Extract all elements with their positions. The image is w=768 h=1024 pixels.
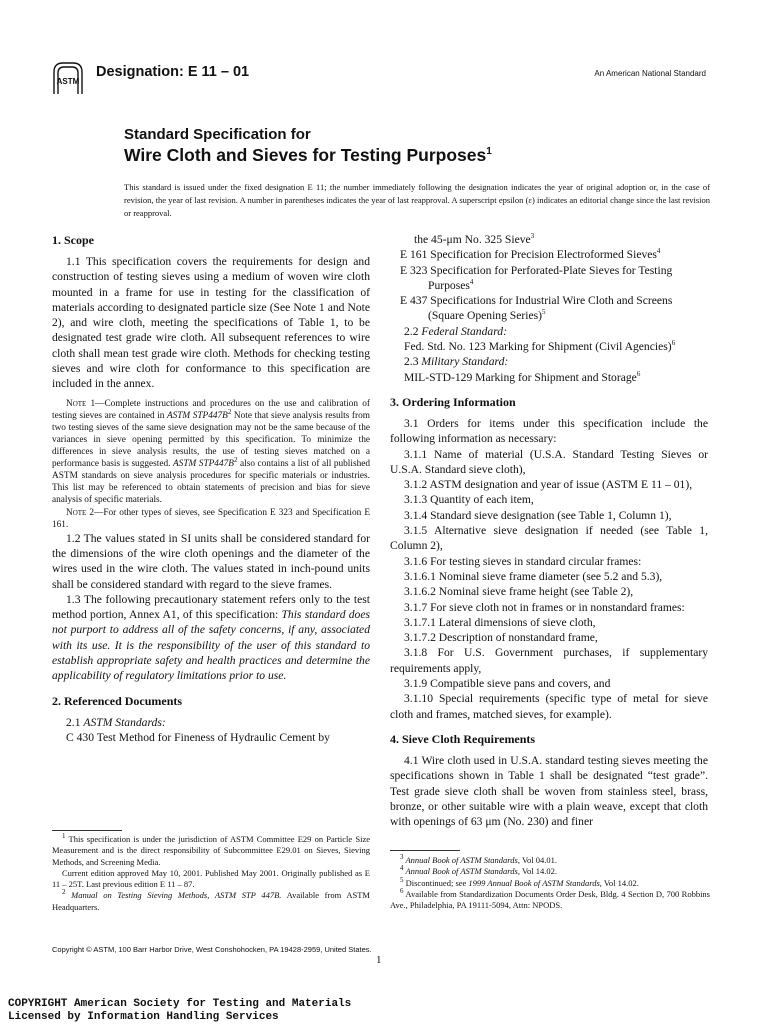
paragraph-3-1-10: 3.1.10 Special requirements (specific type of metal for sieve cloth and frames, matched sieves, for example). [390,692,708,721]
paragraph-1-2: 1.2 The values stated in SI units shall be considered standard for the dimensions of the wire cloth openings and the diameter of the wires used in the wire cloth. The values stated in inch-pound units shall be considered standard with regard to the sieve frames. [52,531,370,591]
footnote-3-number: 3 [400,853,404,862]
left-column [52,232,370,745]
paragraph-2-2-number: 2.2 [404,324,422,338]
section-heading-ordering: 3. Ordering Information [390,394,516,409]
document-title [124,125,684,166]
paragraph-3-1-7-2: 3.1.7.2 Description of nonstandard frame, [404,631,598,645]
note-1-text-a: —Complete instructions and procedures on the use and calibration of testing sieves are contained in [52,398,370,421]
military-standard-sup: 6 [636,369,641,378]
note-1-text-c: also contains a list of all published ASTM standards on sieve analysis procedures for specific materials or industries. This list may be referenced to obtain statements of precision and bias for sieve analysis of specific materials. [52,459,370,506]
footnote-2-text: Available from ASTM Headquarters. [52,890,370,912]
paragraph-1-3 [52,592,370,684]
note-1-italic-1: ASTM STP447B [166,410,228,421]
paragraph-3-1-1: 3.1.1 Name of material (U.S.A. Standard Testing Sieves or U.S.A. Standard sieve cloth), [390,447,708,476]
footnote-rule-left [52,830,122,831]
footnote-6 [390,889,710,912]
reference-c430-cont-text: the 45-μm No. 325 Sieve [414,233,531,246]
footnote-5-number: 5 [400,875,404,884]
footnote-2-title: Manual on Testing Sieving Methods, ASTM STP 447B. [65,890,282,901]
paragraph-2-3 [390,354,708,369]
title-line-1: Standard Specification for [124,126,311,143]
paragraph-3-1-4: 3.1.4 Standard sieve designation (see Table 1, Column 1), [404,508,672,522]
logo-lettering: ASTM [56,77,80,86]
reference-e437-text: E 437 Specifications for Industrial Wire Cloth and Screens (Square Opening Series) [400,294,673,323]
footnotes-left [52,834,370,913]
paragraph-3-1-8: 3.1.8 For U.S. Government purchases, if supplementary requirements apply, [390,646,708,675]
paragraph-1-3-text: 1.3 The following precautionary statement refers only to the test method portion, Annex A1, of this specification: [52,592,370,622]
paragraph-3-1-7: 3.1.7 For sieve cloth not in frames or in nonstandard frames: [404,600,685,614]
note-1 [52,398,370,507]
page-number: 1 [376,954,382,966]
paragraph-2-1-label: ASTM Standards: [83,715,166,729]
paragraph-3-1-6-2: 3.1.6.2 Nominal sieve frame height (see Table 2), [404,585,634,599]
footnote-rule-right [390,850,460,851]
section-heading-scope: 1. Scope [52,233,94,247]
footnote-5-title: 1999 Annual Book of ASTM Standards [468,877,600,888]
footnote-1-text: This specification is under the jurisdiction of ASTM Committee E29 on Particle Size Measurement and is the direct responsibility of Subcommittee E29.01 on Sieves, Sieving Methods, and Screening Media. [52,834,370,867]
footnote-4-volume: , Vol 14.02. [517,866,558,877]
designation: Designation: E 11 – 01 [96,64,250,80]
title-footnote-ref: 1 [486,146,492,158]
reference-c430-continued [390,232,708,247]
section-heading-sieve-cloth: 4. Sieve Cloth Requirements [390,731,536,746]
reference-e323 [390,263,708,294]
note-1-sup-2: 2 [233,456,238,465]
note-1-label: Note 1 [66,398,96,409]
paragraph-2-3-label: Military Standard: [421,355,509,369]
paragraph-3-1-6: 3.1.6 For testing sieves in standard circular frames: [404,554,642,568]
footnote-1-number: 1 [62,832,66,841]
footnotes-right [390,855,710,911]
footnote-1 [52,834,370,868]
paragraph-3-1-5: 3.1.5 Alternative sieve designation if needed (see Table 1, Column 2), [390,524,708,553]
reference-e323-sup: 4 [469,278,474,287]
paragraph-4-1: 4.1 Wire cloth used in U.S.A. standard testing sieves meeting the specifications shown in Table 1 shall be designated “test grade”. Test grade sieve cloth shall be woven from stainless steel, brass, bronze, or other suitable wire with a plain weave, except that cloth with openings of 63 μm (No. 230) and finer [390,753,708,829]
footnote-3-title: Annual Book of ASTM Standards [403,855,518,865]
footnote-4 [390,866,710,877]
copyright-line: Copyright © ASTM, 100 Barr Harbor Drive, West Conshohocken, PA 19428-2959, United States. [52,945,372,954]
reference-c430-sup: 3 [530,232,535,241]
paragraph-3-1-6-1: 3.1.6.1 Nominal sieve frame diameter (see 5.2 and 5.3), [404,569,663,583]
federal-standard [390,339,708,354]
title-main: Wire Cloth and Sieves for Testing Purposes [124,145,487,165]
footnote-4-title: Annual Book of ASTM Standards [403,866,518,877]
footnote-1-edition: Current edition approved May 10, 2001. Published May 2001. Originally published as E 11 – 25T. Last previous edition E 11 – 87. [52,867,370,890]
footnote-3-volume: , Vol 04.01. [517,855,558,865]
footnote-6-number: 6 [400,887,404,896]
astm-logo [50,60,86,98]
footnote-5-text: Discontinued; see [403,877,469,888]
note-1-sup-1: 2 [227,407,232,416]
federal-standard-text: Fed. Std. No. 123 Marking for Shipment (Civil Agencies) [404,340,672,354]
footnote-5 [390,875,710,889]
note-2-label: Note 2 [66,507,95,518]
issue-note: This standard is issued under the fixed designation E 11; the number immediately following the designation indicates the year of original adoption or, in the case of revision, the year of last revision. A number in parentheses indicates the year of last reapproval. A superscript epsilon (ε) indicates an editorial change since the last revision or reapproval. [124,182,710,218]
license-line-1: COPYRIGHT American Society for Testing and Materials [8,998,352,1010]
paragraph-2-2-label: Federal Standard: [421,324,507,338]
reference-e161 [390,247,708,262]
title-line-2 [124,144,684,166]
license-notice [8,998,351,1023]
reference-e437 [390,293,708,324]
paragraph-2-2 [390,324,708,339]
standard-type-label: An American National Standard [594,69,706,78]
reference-e323-text: E 323 Specification for Perforated-Plate Sieves for Testing Purposes [400,263,673,292]
paragraph-3-1-7-1: 3.1.7.1 Lateral dimensions of sieve cloth, [404,615,596,629]
footnote-2-number: 2 [62,888,66,897]
reference-e437-sup: 5 [541,308,546,317]
footnote-5-volume: , Vol 14.02. [599,877,639,888]
right-column [390,232,708,829]
paragraph-3-1-3: 3.1.3 Quantity of each item, [404,493,534,507]
paragraph-2-1-number: 2.1 [66,715,84,729]
reference-e161-sup: 4 [656,247,661,256]
paragraph-2-1 [52,715,370,730]
footnote-4-number: 4 [400,864,404,873]
paragraph-1-1: 1.1 This specification covers the requirements for design and construction of testing sieves using a medium of woven wire cloth mounted in a frame for use in testing for the classification of materials according to designated particle size (See Note 1 and Note 2), and wire cloth, meeting the specifications of Table 1, to be designated test grade wire cloth. All subsequent references to wire cloth shall mean test grade wire cloth. Methods for checking testing sieves and wire cloth for conformance to this specification are included in the annex. [52,255,370,391]
paragraph-3-1: 3.1 Orders for items under this specification include the following information as necessary: [390,416,708,446]
reference-c430: C 430 Test Method for Fineness of Hydraulic Cement by [66,730,330,744]
paragraph-3-1-2: 3.1.2 ASTM designation and year of issue (ASTM E 11 – 01), [404,478,693,492]
note-1-italic-2: ASTM STP447B [173,459,234,470]
note-2 [52,507,370,531]
note-1-text-b: Note that sieve analysis results from two testing sieves of the same sieve designation may not be the same because of the variances in sieve opening permitted by this specification. To minimize the differences in sieve analysis results, the use of testing sieves matched on a performance basis is suggested. [52,410,370,470]
reference-e161-text: E 161 Specification for Precision Electroformed Sieves [400,248,657,262]
note-2-text: —For other types of sieves, see Specification E 323 and Specification E 161. [52,507,370,530]
footnote-2 [52,890,370,913]
footnote-6-text: Available from Standardization Documents Order Desk, Bldg. 4 Section D, 700 Robbins Ave., Philadelphia, PA 19111-5094, Attn: NPODS. [390,888,710,911]
paragraph-2-3-number: 2.3 [404,355,422,369]
section-heading-referenced-documents: 2. Referenced Documents [52,693,183,708]
safety-statement: This standard does not purport to address all of the safety concerns, if any, associated with its use. It is the responsibility of the user of this standard to establish appropriate safety and health practices and determine the applicability of regulatory limitations prior to use. [52,608,370,683]
paragraph-3-1-9: 3.1.9 Compatible sieve pans and covers, and [404,677,611,691]
military-standard-text: MIL-STD-129 Marking for Shipment and Storage [404,370,637,384]
military-standard [390,370,708,385]
footnote-3 [390,855,710,866]
license-line-2: Licensed by Information Handling Services [8,1010,279,1023]
federal-standard-sup: 6 [671,339,676,348]
